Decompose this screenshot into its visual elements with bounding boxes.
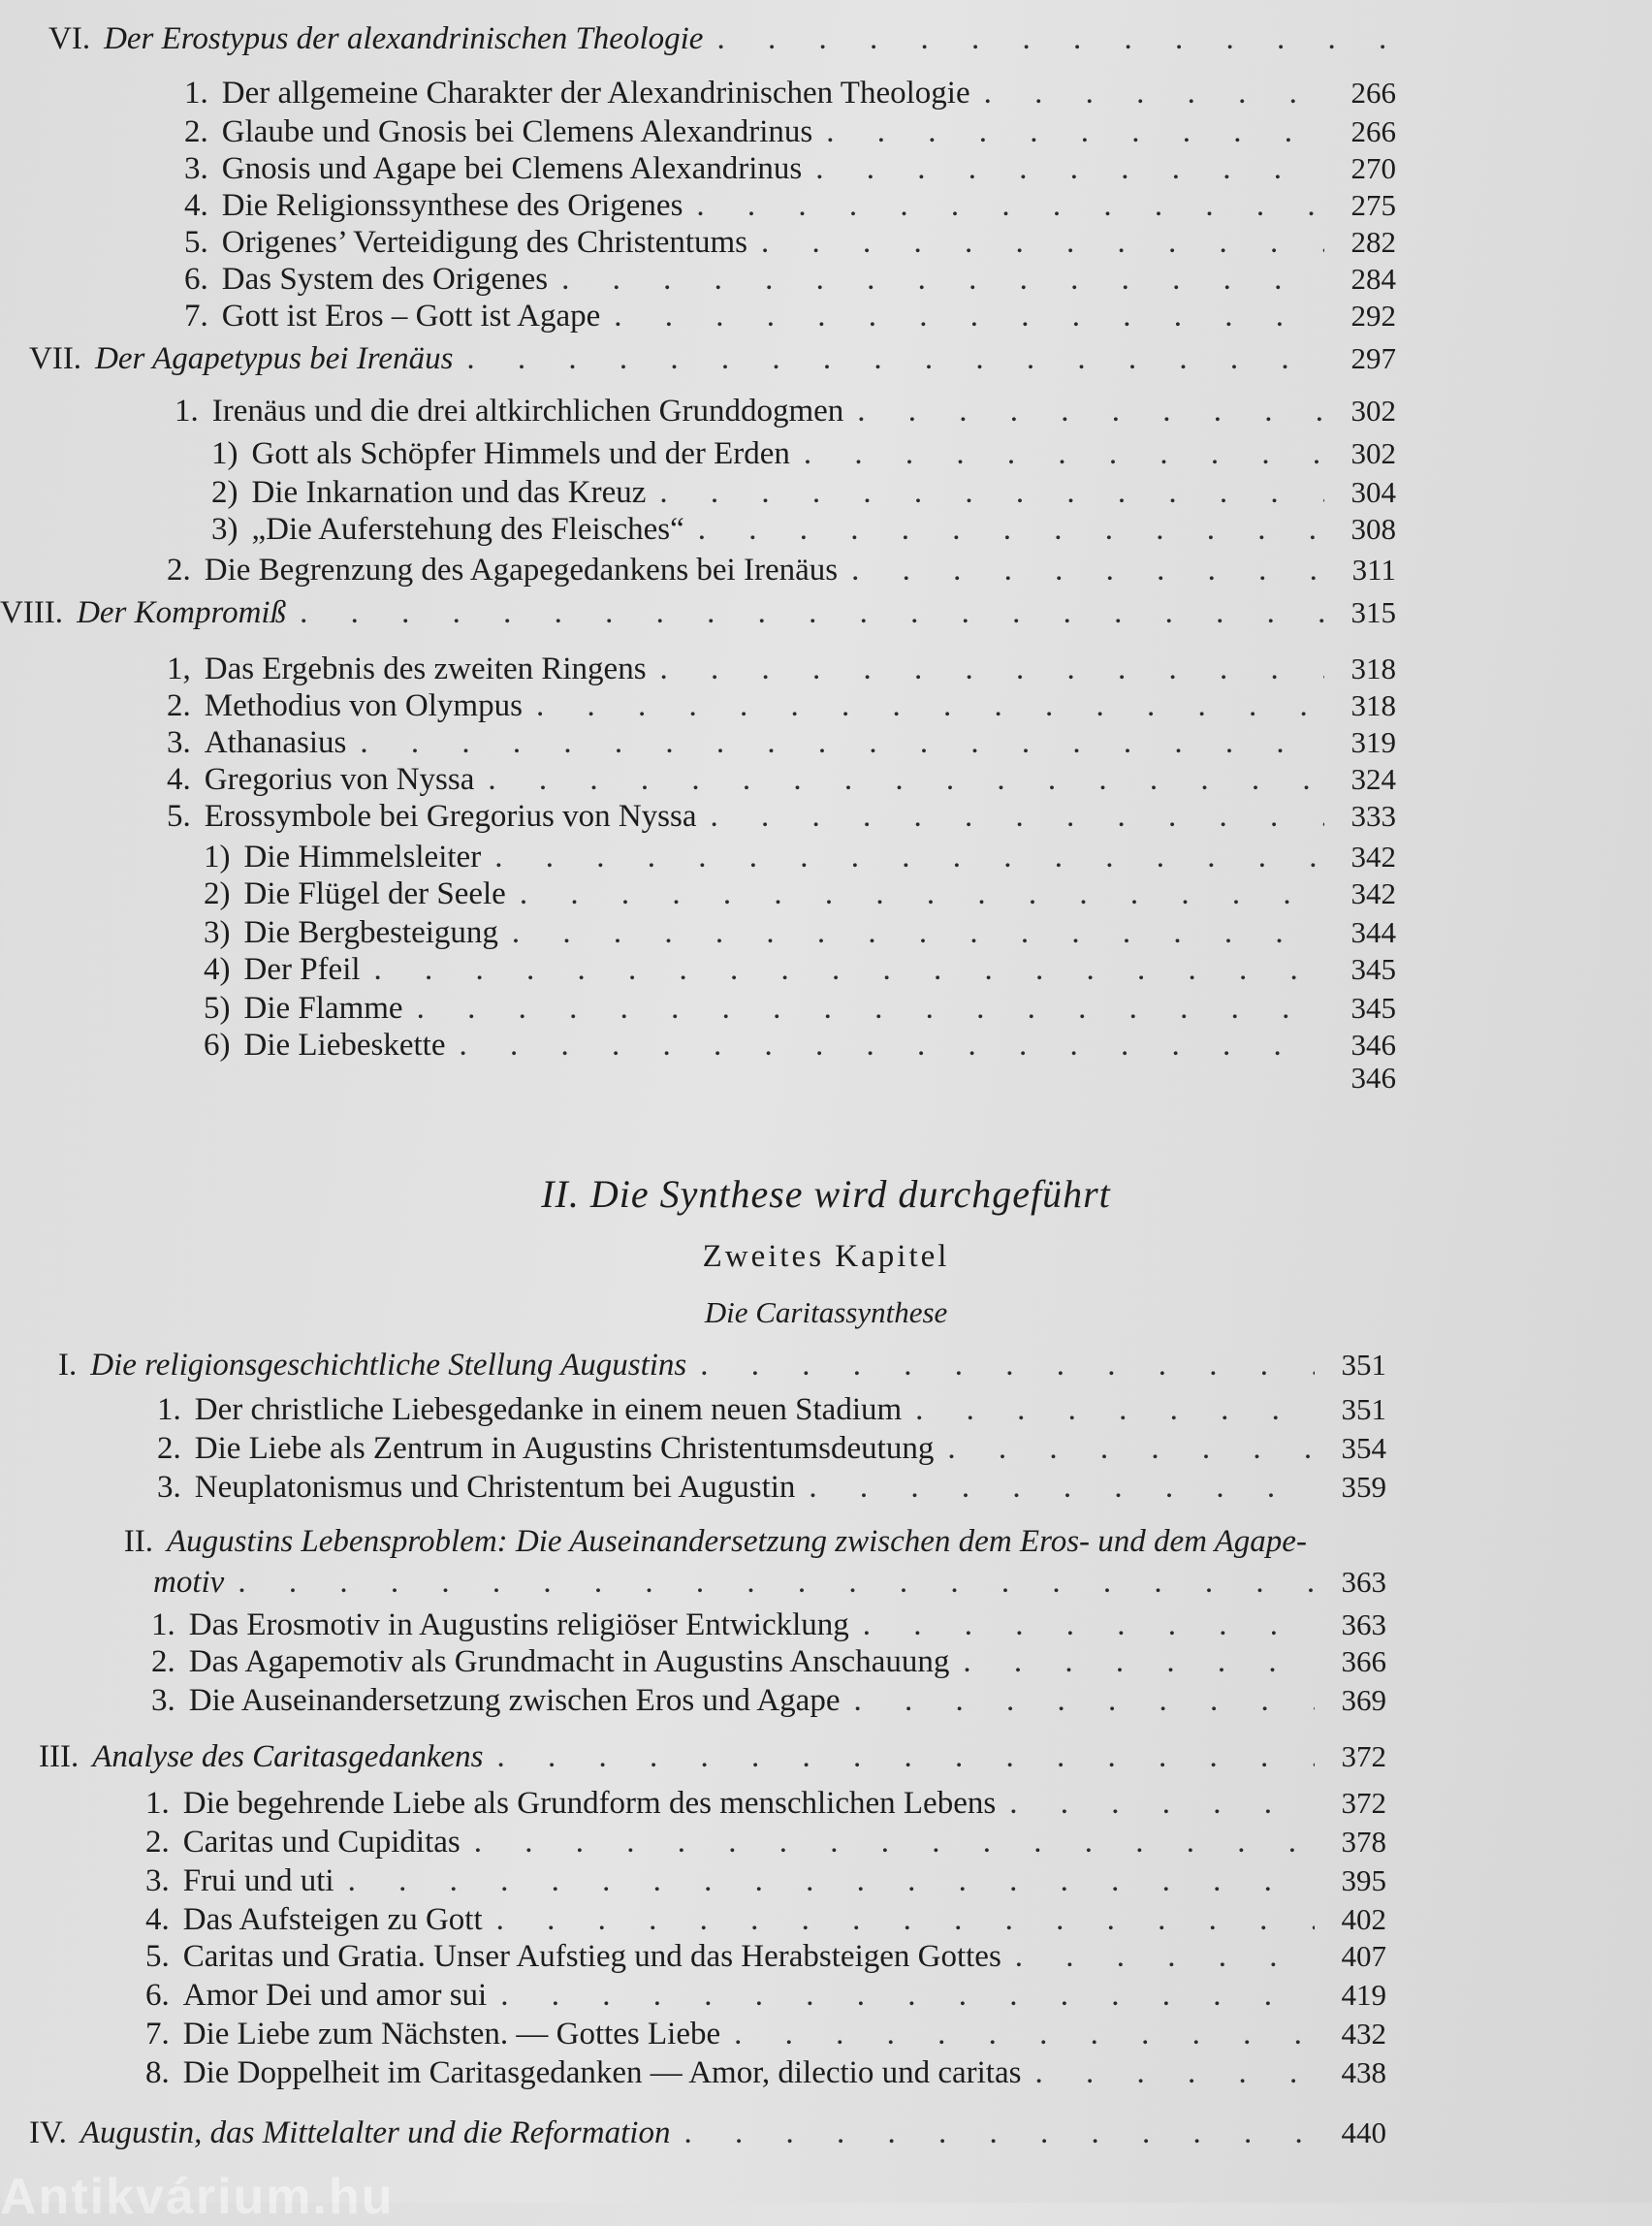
entry-title: Neuplatonismus und Christentum bei Augustin [194,1470,796,1505]
entry-number: 6. [184,262,208,297]
page-number: 345 [1350,991,1396,1025]
page-number: 318 [1350,652,1396,685]
entry-title: Die Begrenzung des Agapegedankens bei Irenäus [204,553,839,588]
leader-dots [947,1427,1315,1470]
entry-title: Erossymbole bei Gregorius von Nyssa [204,799,697,834]
leader-dots [474,1821,1315,1863]
page-number: 440 [1341,2115,1386,2149]
entry-number: 1. [151,1607,175,1642]
page-number: 302 [1350,394,1396,428]
entry-title: Die Flügel der Seele [243,876,506,911]
section-heading [29,337,1396,380]
entry-title: Die Inkarnation und das Kreuz [251,475,647,510]
section-heading [29,2112,1386,2154]
entry-number: 6) [204,1028,231,1063]
entry-number: 1. [184,76,208,111]
leader-dots [348,1860,1315,1902]
entry-title: Athanasius [204,725,347,760]
entry-number: 2. [167,688,191,723]
entry-number: 1) [204,840,231,874]
section-number: II. [123,1524,153,1559]
page-number: 266 [1350,76,1396,110]
leader-dots [698,508,1324,551]
page-number: 308 [1350,512,1396,546]
toc-entry [175,390,1396,432]
page-number: 282 [1350,225,1396,259]
page-number: 363 [1341,1565,1386,1599]
toc-entry [184,72,1396,114]
section-number: IV. [29,2115,67,2150]
page-number: 369 [1341,1683,1386,1717]
toc-entry [145,1974,1386,2017]
entry-number: 4) [204,952,231,987]
entry-number: 4. [167,762,191,797]
toc-entry [145,2013,1386,2055]
section-number: I. [58,1348,78,1383]
leader-dots [853,1679,1315,1722]
toc-subentry [204,948,1396,991]
toc-entry [157,1388,1386,1431]
entry-number: 2. [157,1431,181,1466]
toc-subentry [204,873,1396,915]
page-number: 319 [1350,725,1396,759]
entry-title: Die Bergbesteigung [243,915,498,950]
leader-dots [460,1024,1325,1066]
entry-number: 2. [151,1644,175,1679]
section-heading [48,17,1406,60]
entry-number: 1) [211,436,238,471]
page-number: 297 [1350,341,1396,375]
entry-title: Amor Dei und amor sui [182,1978,488,2013]
section-heading-continued [153,1561,1386,1604]
section-heading [39,1735,1386,1778]
toc-subentry [211,508,1396,551]
entry-number: 3. [145,1863,170,1898]
entry-number: 5. [184,225,208,260]
toc-entry [157,1427,1386,1470]
section-number: VI. [48,21,91,56]
toc-entry [145,2051,1386,2094]
entry-title: Das Ergebnis des zweiten Ringens [204,652,647,686]
leader-dots [984,72,1324,114]
page-number: 366 [1341,1644,1386,1678]
entry-title: Frui und uti [182,1863,334,1898]
entry-title: Gregorius von Nyssa [204,762,475,797]
leader-dots [374,948,1324,991]
entry-number: 3. [167,725,191,760]
page-number: 359 [1341,1470,1386,1504]
toc-entry [167,549,1396,591]
entry-number: 3. [184,151,208,186]
toc-subentry [204,1024,1396,1066]
entry-number: 3. [151,1683,175,1718]
page-number: 275 [1350,188,1396,222]
entry-number: 3. [157,1470,181,1505]
entry-title: Gott als Schöpfer Himmels und der Erden [251,436,790,471]
entry-title: Die Doppelheit im Caritasgedanken — Amor, dilectio und caritas [182,2055,1022,2090]
watermark: Antikvárium.hu [0,2169,395,2225]
leader-dots [614,295,1324,337]
leader-dots [520,873,1324,915]
entry-number: 6. [145,1978,170,2013]
entry-title: Der Pfeil [243,952,361,987]
page-number: 304 [1350,475,1396,509]
chapter-label: Zweites Kapitel [702,1239,950,1274]
page-number: 346 [1350,1028,1396,1062]
entry-number: 3) [204,915,231,950]
toc-entry [167,795,1396,838]
section-number: VII. [29,341,82,376]
entry-number: 1. [145,1786,170,1821]
entry-title: „Die Auferstehung des Fleisches“ [251,512,684,547]
entry-number: 5. [167,799,191,834]
page-number: 407 [1341,1939,1386,1973]
entry-title: Der allgemeine Charakter der Alexandrinischen Theologie [221,76,970,111]
leader-dots [500,1974,1315,2017]
page-number: 346 [1350,1061,1396,1095]
entry-number: 5. [145,1939,170,1974]
section-heading [48,1520,1386,1563]
leader-dots [497,1735,1316,1778]
page-number: 342 [1350,840,1396,874]
toc-entry [157,1466,1386,1509]
section-title: Analyse des Caritasgedankens [92,1739,484,1774]
page-number: 372 [1341,1739,1386,1773]
page-number: 351 [1341,1348,1386,1382]
page-number: 284 [1350,262,1396,296]
entry-title: Die Liebe zum Nächsten. — Gottes Liebe [182,2017,721,2051]
entry-number: 1. [157,1392,181,1427]
entry-title: Die Himmelsleiter [243,840,482,874]
leader-dots [734,2013,1315,2055]
entry-number: 1. [175,394,199,429]
page-number: 342 [1350,876,1396,910]
entry-title: Der christliche Liebesgedanke in einem neuen Stadium [194,1392,903,1427]
entry-title: Das Aufsteigen zu Gott [182,1902,483,1937]
entry-number: 7. [184,299,208,334]
page-number: 354 [1341,1431,1386,1465]
page-number: 395 [1341,1863,1386,1897]
toc-entry [145,1782,1386,1825]
leader-dots [857,390,1324,432]
page-number: 315 [1350,595,1396,629]
page-number: 419 [1341,1978,1386,2012]
section-number: III. [39,1739,79,1774]
entry-title: Die Religionssynthese des Origenes [221,188,683,223]
page-number: 270 [1350,151,1396,185]
toc-entry [145,1860,1386,1902]
entry-title: Die begehrende Liebe als Grundform des menschlichen Lebens [182,1786,997,1821]
entry-number: 2) [211,475,238,510]
page-number: 318 [1350,688,1396,722]
leader-dots [915,1388,1315,1431]
entry-title: Das Erosmotiv in Augustins religiöser Entwicklung [188,1607,849,1642]
section-number: VIII. [0,595,64,630]
page-number: 333 [1350,799,1396,833]
page-number: 438 [1341,2055,1386,2089]
leader-dots [716,17,1392,60]
section-title: Augustin, das Mittelalter und die Reformation [79,2115,671,2150]
entry-title: Caritas und Cupiditas [182,1825,461,1860]
page-number: 311 [1351,553,1396,587]
page-number: 432 [1341,2017,1386,2051]
leader-dots [1015,1935,1315,1978]
section-heading [58,1344,1386,1386]
page-number: 402 [1341,1902,1386,1936]
section-title: Der Agapetypus bei Irenäus [95,341,454,376]
entry-title: Die Auseinandersetzung zwischen Eros und Agape [188,1683,841,1718]
toc-entry [145,1821,1386,1863]
entry-number: 1, [167,652,191,686]
section-title: Die religionsgeschichtliche Stellung Augustins [90,1348,687,1383]
toc-entry [145,1935,1386,1978]
entry-number: 2. [145,1825,170,1860]
toc-entry [184,295,1396,337]
entry-number: 2) [204,876,231,911]
entry-title: Caritas und Gratia. Unser Aufstieg und das Herabsteigen Gottes [182,1939,1001,1974]
leader-dots [1034,2051,1315,2094]
entry-title: Gnosis und Agape bei Clemens Alexandrinus [221,151,803,186]
toc-trailing-page [1318,1057,1396,1099]
entry-number: 2. [167,553,191,588]
leader-dots [700,1344,1315,1386]
chapter-title: Die Caritassynthese [704,1295,948,1329]
entry-title: Die Liebe als Zentrum in Augustins Christentumsdeutung [194,1431,935,1466]
page-number: 302 [1350,436,1396,470]
toc-subentry [211,432,1396,475]
entry-number: 4. [145,1902,170,1937]
entry-title: Das Agapemotiv als Grundmacht in Augustins Anschauung [188,1644,950,1679]
leader-dots [711,795,1324,838]
part-title: II. Die Synthese wird durchgeführt [541,1172,1111,1216]
leader-dots [851,549,1324,591]
entry-title: Origenes’ Verteidigung des Christentums [221,225,748,260]
leader-dots [963,1640,1315,1683]
entry-title: Die Flamme [243,991,403,1026]
leader-dots [238,1561,1315,1604]
leader-dots [683,2112,1315,2154]
leader-dots [1009,1782,1315,1825]
page-number: 292 [1350,299,1396,333]
entry-title: Das System des Origenes [221,262,549,297]
page-number: 363 [1341,1607,1386,1641]
leader-dots [809,1466,1315,1509]
entry-number: 5) [204,991,231,1026]
page-number: 324 [1350,762,1396,796]
entry-number: 2. [184,114,208,149]
leader-dots [804,432,1324,475]
toc-entry [151,1640,1386,1683]
entry-title: Methodius von Olympus [204,688,523,723]
page-number: 345 [1350,952,1396,986]
page-number: 351 [1341,1392,1386,1426]
section-title: Der Erostypus der alexandrinischen Theologie [104,21,704,56]
page-number: 378 [1341,1825,1386,1859]
section-title: Der Kompromiß [77,595,287,630]
page-number: 372 [1341,1786,1386,1820]
page-number: 344 [1350,915,1396,949]
page-number: 266 [1350,114,1396,148]
entry-number: 4. [184,188,208,223]
entry-number: 3) [211,512,238,547]
entry-title: Irenäus und die drei altkirchlichen Grunddogmen [211,394,844,429]
toc-entry [151,1679,1386,1722]
leader-dots [466,337,1324,380]
entry-number: 7. [145,2017,170,2051]
entry-title: Die Liebeskette [243,1028,446,1063]
entry-title: Glaube und Gnosis bei Clemens Alexandrinus [221,114,813,149]
section-title-continued: motiv [153,1565,225,1600]
section-title: Augustins Lebensproblem: Die Auseinandersetzung zwischen dem Eros- und dem Agape- [167,1524,1307,1559]
entry-number: 8. [145,2055,170,2090]
entry-title: Gott ist Eros – Gott ist Agape [221,299,601,334]
